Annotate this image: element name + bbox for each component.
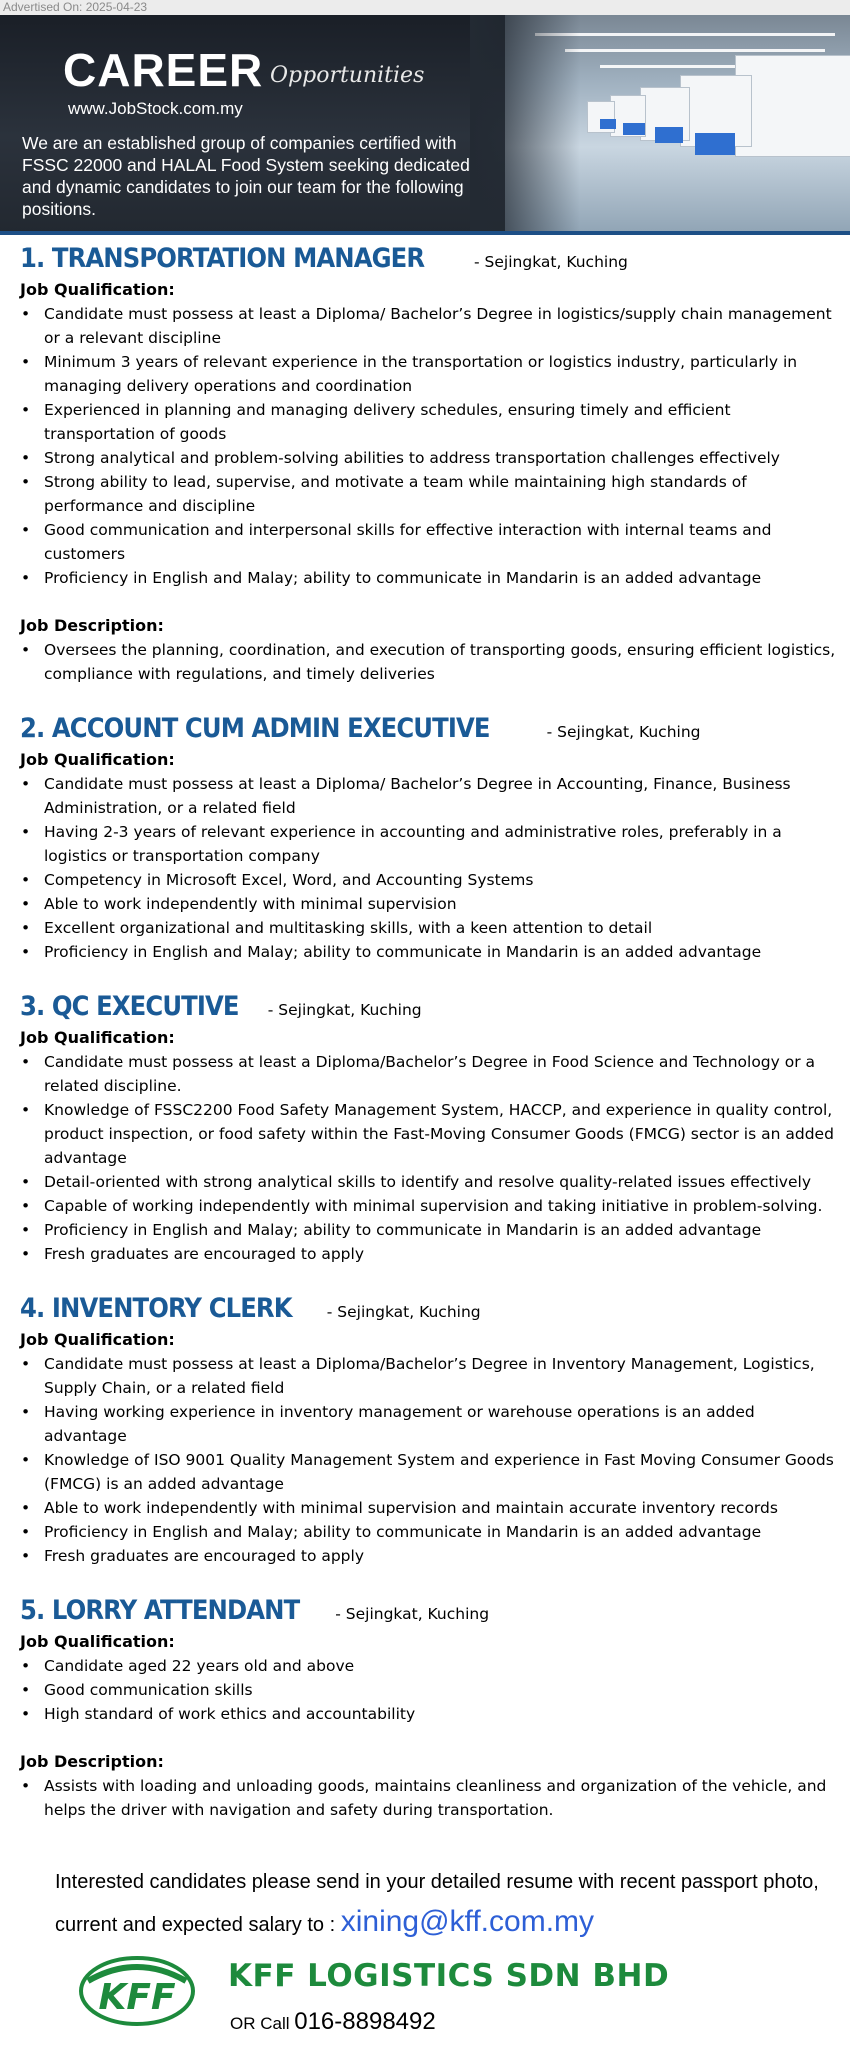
list-item: • Experienced in planning and managing delivery schedules, ensuring timely and efficient transportation of goods bbox=[20, 398, 840, 446]
list-item: • Good communication skills bbox=[20, 1678, 840, 1702]
job-location: - Sejingkat, Kuching bbox=[469, 253, 628, 271]
advertised-date: Advertised On: 2025-04-23 bbox=[0, 0, 850, 15]
phone-number[interactable]: 016-8898492 bbox=[294, 2008, 436, 2035]
job-title: 1. TRANSPORTATION MANAGER bbox=[20, 243, 425, 274]
job-title: 4. INVENTORY CLERK bbox=[20, 1293, 292, 1324]
job-posting bbox=[20, 1290, 840, 1592]
list-item: • Candidate must possess at least a Diploma/Bachelor’s Degree in Inventory Management, Logistics, Supply Chain, or a related field bbox=[20, 1352, 840, 1400]
qualification-list bbox=[20, 772, 840, 964]
job-title: 3. QC EXECUTIVE bbox=[20, 991, 239, 1022]
list-item: • Assists with loading and unloading goods, maintains cleanliness and organization of the vehicle, and helps the driver with navigation and safety during transportation. bbox=[20, 1774, 840, 1822]
job-title: 2. ACCOUNT CUM ADMIN EXECUTIVE bbox=[20, 713, 490, 744]
instructions-line: Interested candidates please send in your detailed resume with recent passport photo, bbox=[55, 1871, 819, 1893]
list-item: • Excellent organizational and multitasking skills, with a keen attention to detail bbox=[20, 916, 840, 940]
list-item: • Proficiency in English and Malay; ability to communicate in Mandarin is an added advantage bbox=[20, 1520, 840, 1544]
list-item: • Having working experience in inventory management or warehouse operations is an added advantage bbox=[20, 1400, 840, 1448]
list-item: • Fresh graduates are encouraged to apply bbox=[20, 1242, 840, 1266]
list-item: • Candidate aged 22 years old and above bbox=[20, 1654, 840, 1678]
jobstock-website: www.JobStock.com.my bbox=[68, 99, 243, 118]
kff-logo bbox=[78, 1955, 196, 2027]
list-item: • Candidate must possess at least a Diploma/Bachelor’s Degree in Food Science and Technology or a related discipline. bbox=[20, 1050, 840, 1098]
list-item: • Good communication and interpersonal skills for effective interaction with internal teams and customers bbox=[20, 518, 840, 566]
job-listings bbox=[20, 240, 840, 1822]
job-location: - Sejingkat, Kuching bbox=[262, 1001, 422, 1019]
list-item: • Minimum 3 years of relevant experience in the transportation or logistics industry, particularly in managing delivery operations and coordination bbox=[20, 350, 840, 398]
list-item: • Detail-oriented with strong analytical skills to identify and resolve quality-related issues effectively bbox=[20, 1170, 840, 1194]
instructions-line: current and expected salary to : bbox=[55, 1914, 341, 1936]
qualification-label: Job Qualification: bbox=[20, 750, 175, 769]
call-line bbox=[230, 2008, 436, 2036]
list-item: • Candidate must possess at least a Diploma/ Bachelor’s Degree in logistics/supply chain management or a relevant discipline bbox=[20, 302, 840, 350]
qualification-label: Job Qualification: bbox=[20, 280, 175, 299]
list-item: • Fresh graduates are encouraged to apply bbox=[20, 1544, 840, 1568]
qualification-list bbox=[20, 302, 840, 590]
job-location: - Sejingkat, Kuching bbox=[321, 1303, 481, 1321]
qualification-list bbox=[20, 1654, 840, 1726]
job-posting bbox=[20, 1592, 840, 1822]
qualification-label: Job Qualification: bbox=[20, 1028, 175, 1047]
description-label: Job Description: bbox=[20, 616, 164, 635]
list-item: • High standard of work ethics and accountability bbox=[20, 1702, 840, 1726]
list-item: • Able to work independently with minimal supervision bbox=[20, 892, 840, 916]
logo-text: KFF bbox=[98, 1977, 176, 2018]
job-location: - Sejingkat, Kuching bbox=[541, 723, 701, 741]
list-item: • Oversees the planning, coordination, and execution of transporting goods, ensuring efficient logistics, compliance with regulations, and timely deliveries bbox=[20, 638, 840, 686]
opportunities-script: Opportunities bbox=[270, 63, 425, 88]
company-name: KFF LOGISTICS SDN BHD bbox=[228, 1958, 670, 1994]
description-list bbox=[20, 638, 840, 686]
description-label: Job Description: bbox=[20, 1752, 164, 1771]
hero-banner bbox=[0, 15, 850, 235]
qualification-label: Job Qualification: bbox=[20, 1330, 175, 1349]
company-intro: We are an established group of companies certified with FSSC 22000 and HALAL Food System seeking dedicated and dynamic candidates to join our team for the following positions. bbox=[22, 133, 470, 219]
or-call-label: OR Call bbox=[230, 2014, 295, 2033]
job-posting bbox=[20, 710, 840, 988]
list-item: • Proficiency in English and Malay; ability to communicate in Mandarin is an added advantage bbox=[20, 940, 840, 964]
list-item: • Proficiency in English and Malay; ability to communicate in Mandarin is an added advantage bbox=[20, 1218, 840, 1242]
contact-email-link[interactable]: xining@kff.com.my bbox=[340, 1905, 595, 1938]
qualification-label: Job Qualification: bbox=[20, 1632, 175, 1651]
list-item: • Proficiency in English and Malay; ability to communicate in Mandarin is an added advantage bbox=[20, 566, 840, 590]
list-item: • Knowledge of FSSC2200 Food Safety Management System, HACCP, and experience in quality control, product inspection, or food safety within the Fast-Moving Consumer Goods (FMCG) sector is an added advantage bbox=[20, 1098, 840, 1170]
list-item: • Strong ability to lead, supervise, and motivate a team while maintaining high standards of performance and discipline bbox=[20, 470, 840, 518]
job-location: - Sejingkat, Kuching bbox=[330, 1605, 490, 1623]
list-item: • Strong analytical and problem-solving abilities to address transportation challenges effectively bbox=[20, 446, 840, 470]
job-posting bbox=[20, 240, 840, 710]
list-item: • Having 2-3 years of relevant experience in accounting and administrative roles, preferably in a logistics or transportation company bbox=[20, 820, 840, 868]
list-item: • Competency in Microsoft Excel, Word, and Accounting Systems bbox=[20, 868, 840, 892]
qualification-list bbox=[20, 1352, 840, 1568]
list-item: • Able to work independently with minimal supervision and maintain accurate inventory records bbox=[20, 1496, 840, 1520]
list-item: • Capable of working independently with minimal supervision and taking initiative in problem-solving. bbox=[20, 1194, 840, 1218]
list-item: • Knowledge of ISO 9001 Quality Management System and experience in Fast Moving Consumer Goods (FMCG) is an added advantage bbox=[20, 1448, 840, 1496]
list-item: • Candidate must possess at least a Diploma/ Bachelor’s Degree in Accounting, Finance, Business Administration, or a related field bbox=[20, 772, 840, 820]
qualification-list bbox=[20, 1050, 840, 1266]
description-list bbox=[20, 1774, 840, 1822]
job-posting bbox=[20, 988, 840, 1290]
career-heading: CAREER bbox=[63, 44, 264, 96]
application-instructions bbox=[55, 1862, 835, 1945]
job-title: 5. LORRY ATTENDANT bbox=[20, 1595, 300, 1626]
